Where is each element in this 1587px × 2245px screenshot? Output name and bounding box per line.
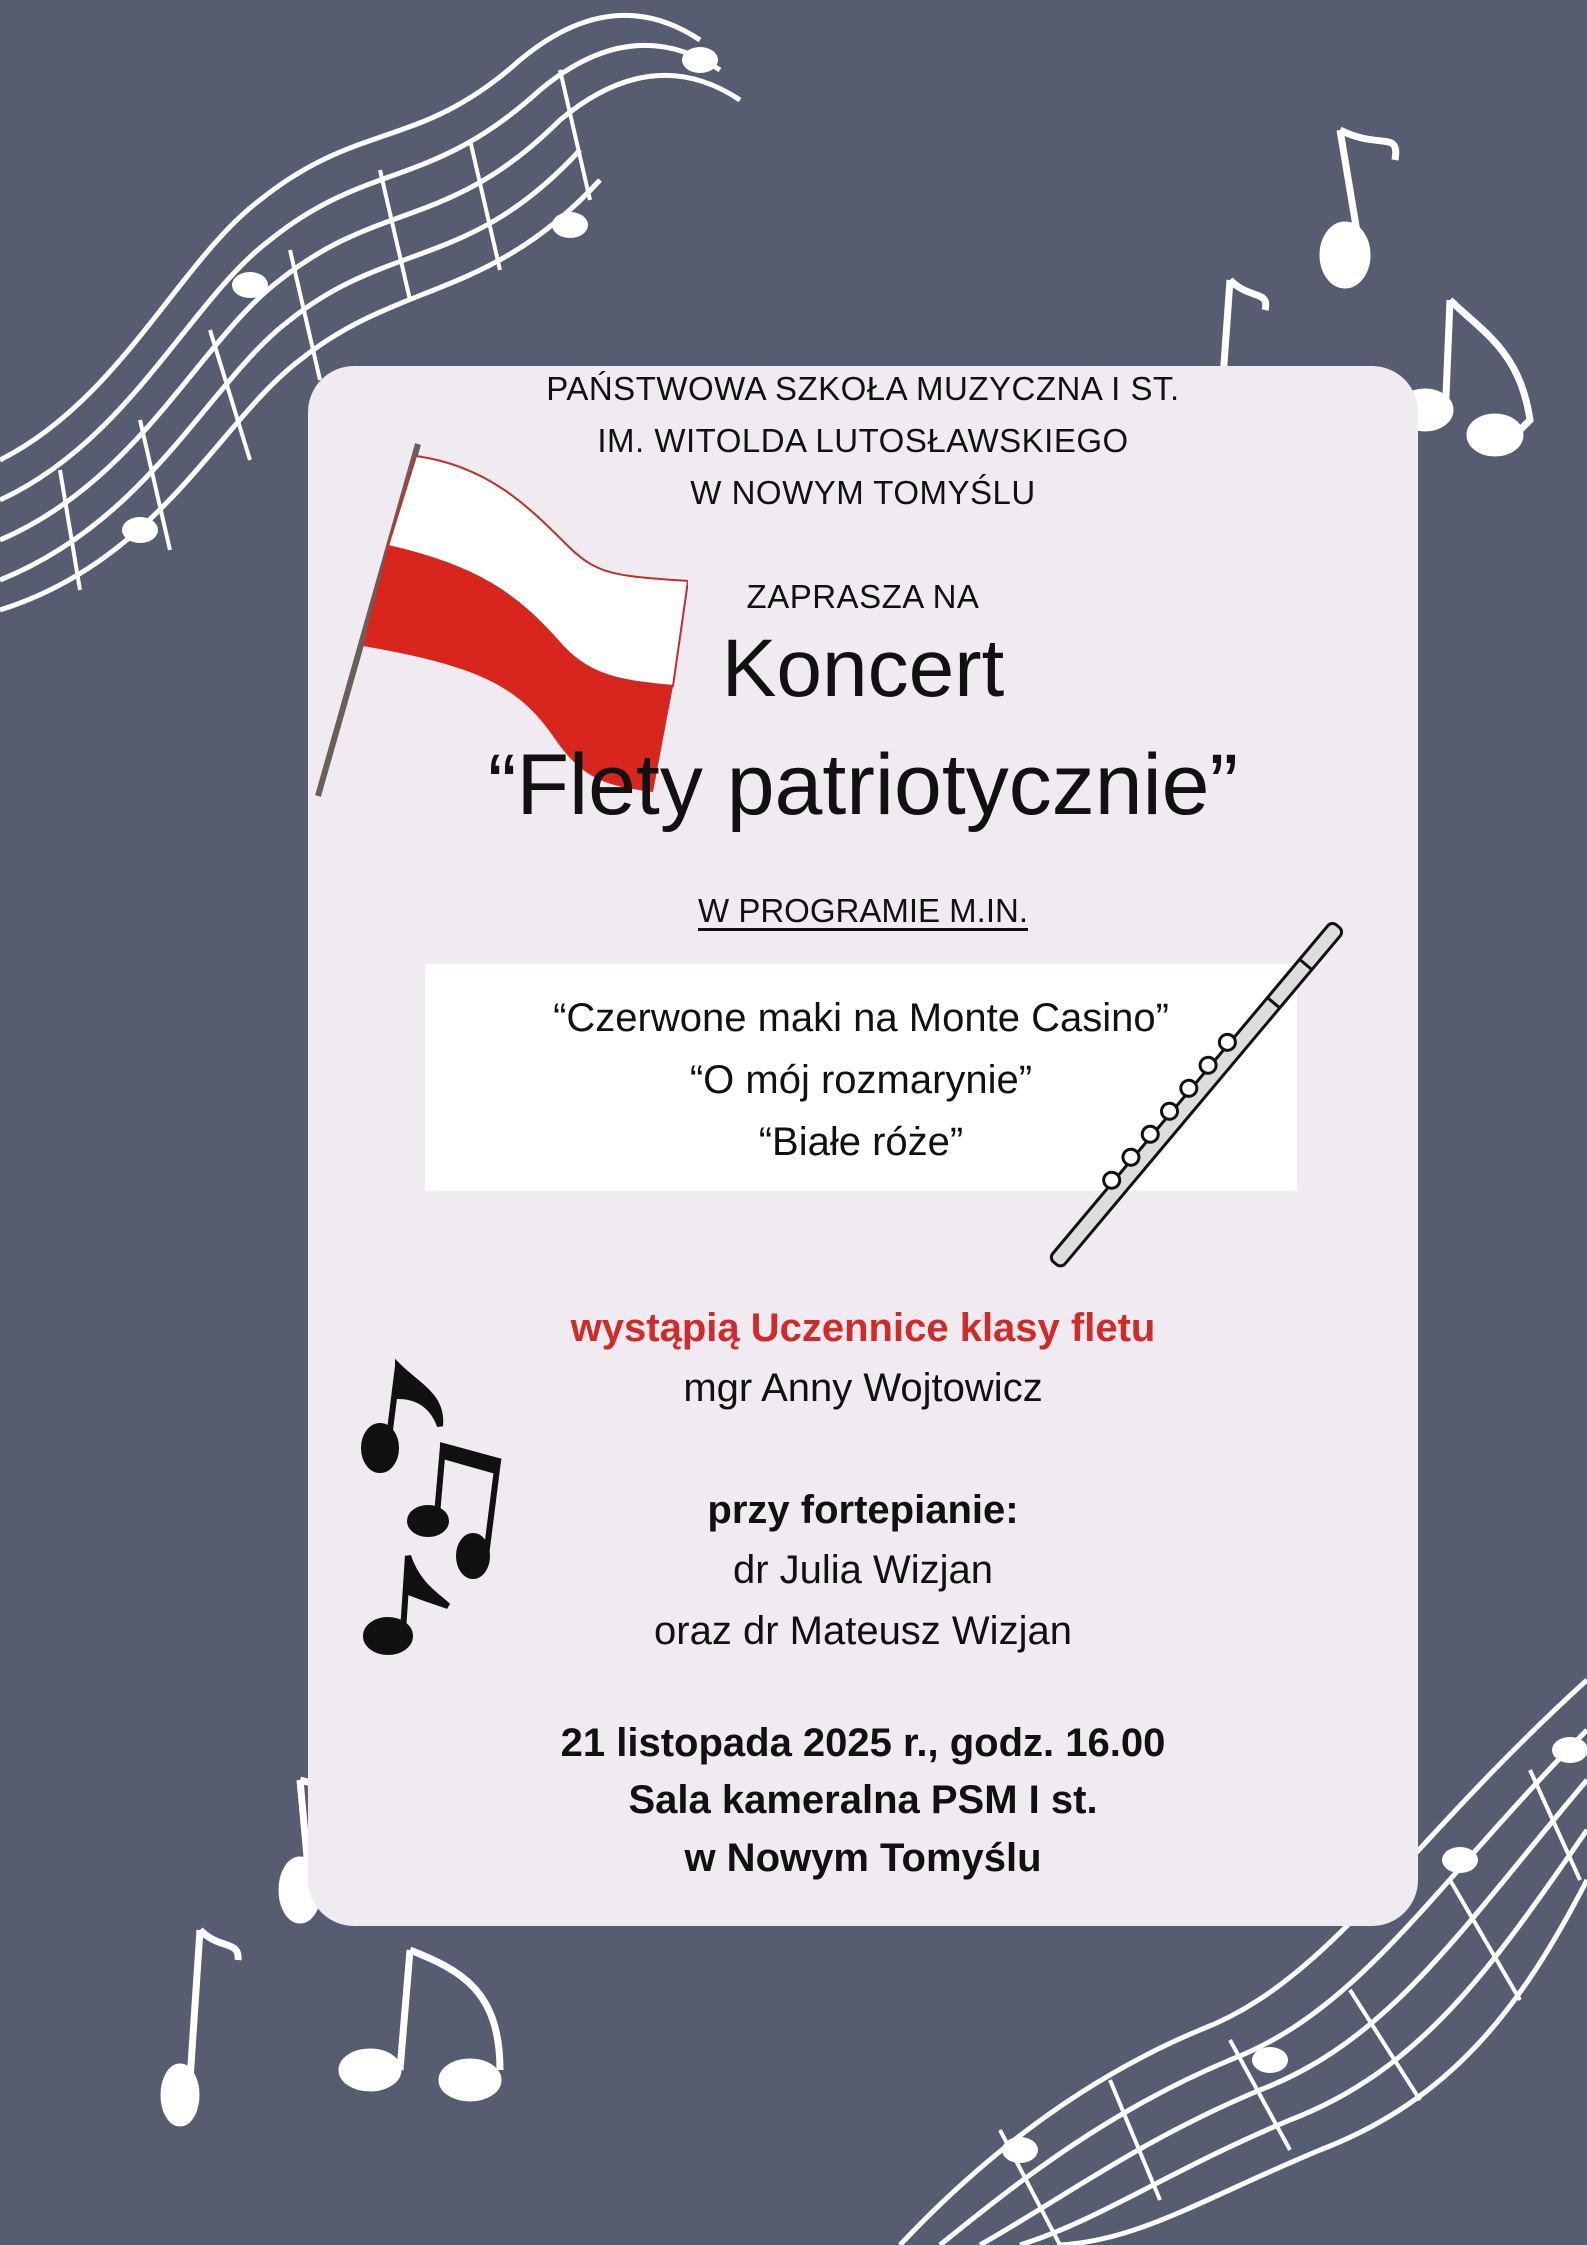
- school-name-line2: IM. WITOLDA LUTOSŁAWSKIEGO: [597, 422, 1129, 459]
- pianist-1: dr Julia Wizjan: [732, 1548, 994, 1592]
- event-title: “Flety patriotycznie”: [487, 737, 1239, 833]
- song-2: “O mój rozmarynie”: [689, 1058, 1033, 1102]
- black-music-notes-icon: [358, 1356, 558, 1676]
- event-date: 21 listopada 2025 r., godz. 16.00: [560, 1721, 1166, 1765]
- song-3: “Białe róże”: [758, 1120, 964, 1164]
- teacher-name: mgr Anny Wojtowicz: [683, 1366, 1043, 1410]
- school-name-line3: W NOWYM TOMYŚLU: [690, 474, 1036, 511]
- invitation-card: [308, 366, 1418, 1926]
- event-venue: Sala kameralna PSM I st.: [628, 1778, 1098, 1822]
- event-city: w Nowym Tomyślu: [684, 1836, 1042, 1880]
- piano-heading: przy fortepianie:: [707, 1488, 1019, 1532]
- pianist-2: oraz dr Mateusz Wizjan: [654, 1609, 1072, 1653]
- song-1: “Czerwone maki na Monte Casino”: [553, 996, 1169, 1040]
- flute-icon: [988, 886, 1408, 1306]
- performers-intro: wystąpią Uczennice klasy fletu: [570, 1306, 1156, 1350]
- school-name-line1: PAŃSTWOWA SZKOŁA MUZYCZNA I ST.: [546, 370, 1180, 407]
- program-heading: W PROGRAMIE M.IN.: [698, 892, 1028, 929]
- invite-text: ZAPRASZA NA: [746, 578, 980, 615]
- event-type: Koncert: [721, 623, 1005, 714]
